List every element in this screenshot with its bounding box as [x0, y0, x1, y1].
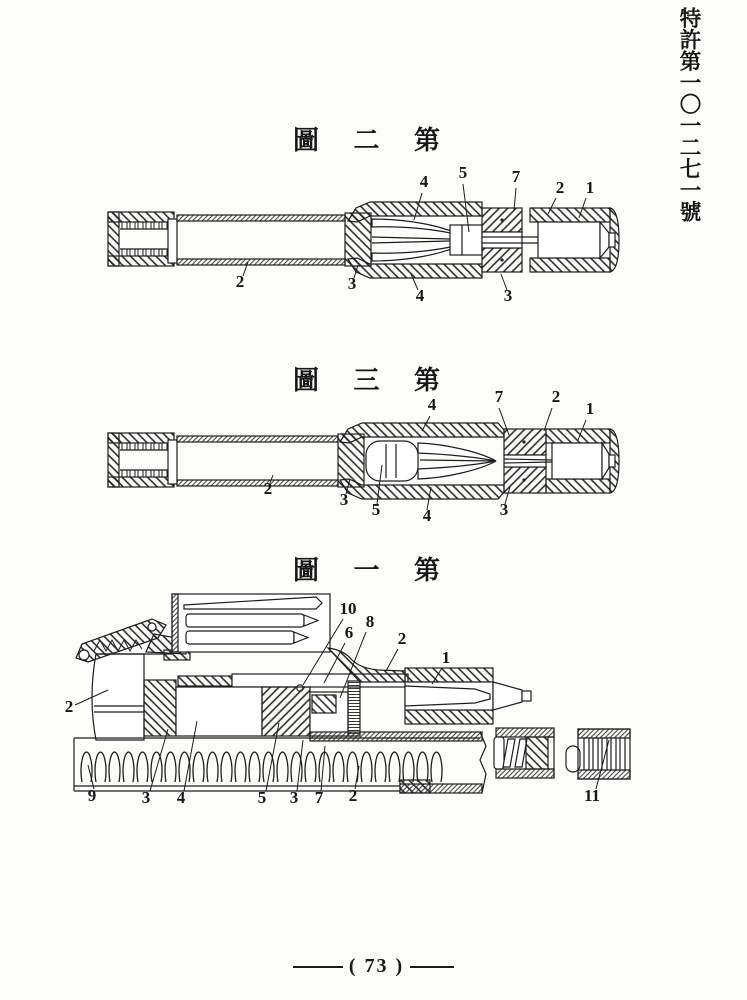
page-number: ( 73 ): [348, 955, 405, 977]
footer-rule-right: [410, 966, 454, 968]
callout-label: 1: [585, 178, 595, 197]
fig3-tip-cap: [546, 429, 619, 493]
callout-label: 3: [289, 788, 299, 807]
figure-3-drawing: [100, 383, 620, 528]
callout-label: 5: [371, 500, 381, 519]
fig1-magazine: [172, 594, 330, 652]
callout-label: 4: [422, 506, 432, 525]
callout-label: 3: [347, 274, 357, 293]
callout-label: 11: [583, 786, 601, 805]
fig3-chuck-jaws: [366, 441, 496, 481]
leader-line: [386, 649, 398, 671]
leader-line: [544, 408, 552, 431]
callout-label: 5: [257, 788, 267, 807]
callout-label: 2: [263, 479, 273, 498]
callout-label: 7: [494, 387, 504, 406]
callout-label: 2: [235, 272, 245, 291]
callout-label: 3: [339, 490, 349, 509]
figure-1-title: 圖 一 第: [292, 556, 454, 585]
callout-label: 7: [511, 167, 521, 186]
callout-label: 2: [64, 697, 74, 716]
fig1-coil-spring: [74, 732, 486, 793]
callout-label: 4: [176, 788, 186, 807]
figure-3-title: 圖 三 第: [292, 366, 454, 395]
fig2-tip-cap: [530, 208, 619, 272]
callout-label: 2: [555, 178, 565, 197]
callout-label: 4: [415, 286, 425, 305]
callout-label: 3: [499, 500, 509, 519]
fig2-barrel: [177, 215, 345, 265]
fig3-spring: [122, 443, 167, 477]
callout-label: 1: [441, 648, 451, 667]
fig1-mechanism-blocks: [144, 648, 405, 736]
callout-label: 3: [141, 788, 151, 807]
callout-label: 4: [419, 172, 429, 191]
callout-label: 3: [503, 286, 513, 305]
fig1-detached-ribbed-plug: [566, 729, 630, 779]
callout-label: 8: [365, 612, 375, 631]
callout-label: 10: [339, 599, 357, 618]
fig3-parts: [108, 423, 619, 499]
callout-label: 4: [427, 395, 437, 414]
fig3-rear-cap: [108, 433, 177, 487]
patent-number-vertical: 特許第一〇一二七一號: [677, 7, 701, 222]
fig1-barrel: [405, 668, 531, 724]
fig3-barrel: [177, 436, 338, 486]
fig3-collet: [504, 429, 552, 493]
callout-label: 6: [344, 623, 354, 642]
fig2-chuck-jaws: [372, 219, 482, 261]
fig2-rear-cap: [108, 212, 177, 266]
leader-line: [514, 188, 516, 210]
figure-1-drawing: [60, 588, 680, 818]
fig2-spring: [122, 222, 167, 256]
callout-label: 9: [87, 786, 97, 805]
footer-rule-left: [293, 966, 343, 968]
fig1-detached-sleeve: [494, 728, 554, 778]
figure-2-drawing: [100, 162, 620, 305]
callout-label: 7: [314, 788, 324, 807]
figure-2-title: 圖 二 第: [292, 126, 454, 155]
fig2-parts: [108, 202, 619, 278]
callout-label: 5: [458, 163, 468, 182]
callout-label: 2: [551, 387, 561, 406]
page-footer: [0, 955, 747, 978]
callout-label: 1: [585, 399, 595, 418]
callout-label: 2: [397, 629, 407, 648]
callout-label: 2: [348, 786, 358, 805]
